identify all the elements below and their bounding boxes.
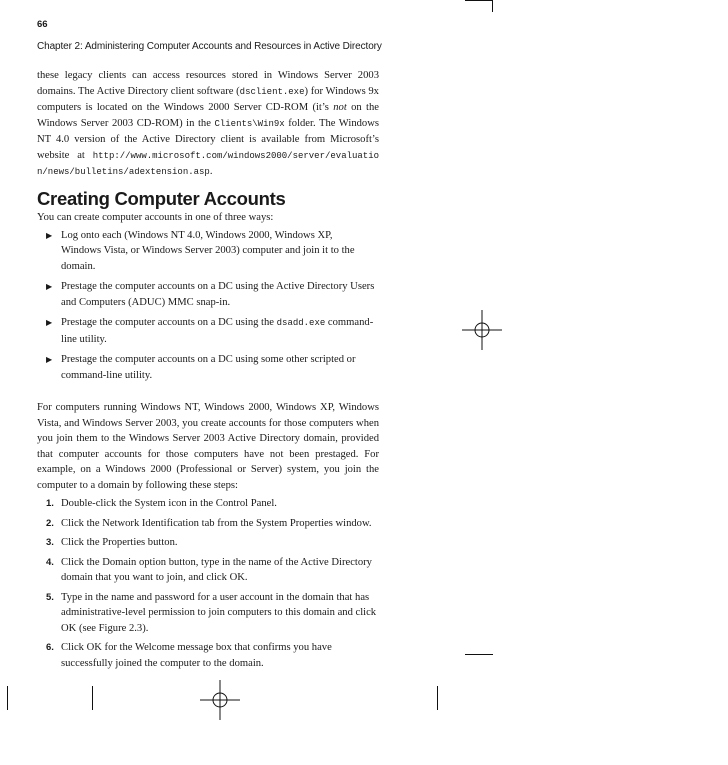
inline-code-dsclient: dsclient.exe — [239, 86, 305, 97]
list-item: 1. Double-click the System icon in the Control Panel. — [37, 496, 379, 512]
section-heading: Creating Computer Accounts — [37, 187, 286, 209]
crop-mark-center-right — [437, 686, 438, 710]
join-paragraph: For computers running Windows NT, Windows 2000, Windows XP, Windows Vista, and Windows Server 2003, you create accounts for those computers when you join them to the Windows Server 2003 Active Directory domain, provided that computer accounts for those computers have not been prestaged. For example, on a Windows 2000 (Professional or Server) system, you join the computer to a domain by following these steps: — [37, 402, 379, 491]
page-body — [37, 68, 379, 675]
step-number: 4. — [46, 556, 54, 568]
emphasis-not: not — [333, 102, 347, 113]
step-number: 1. — [46, 498, 54, 509]
list-item: ▶ Prestage the computer accounts on a DC using some other scripted or command-line utility. — [46, 354, 356, 381]
crop-mark-right-top — [492, 0, 493, 12]
triangle-bullet-icon: ▶ — [46, 230, 53, 240]
list-item: ▶ Log onto each (Windows NT 4.0, Windows 2000, Windows XP, Windows Vista, or Windows Server 2003) computer and join it to the domain. — [46, 229, 355, 272]
triangle-bullet-icon: ▶ — [46, 355, 53, 364]
running-head: Chapter 2: Administering Computer Accounts and Resources in Active Directory — [37, 41, 382, 52]
registration-mark-right — [462, 310, 502, 350]
list-item: 5. Type in the name and password for a user account in the domain that has administrative-level permission to join computers to this domain and click OK (see Figure 2.3). — [46, 591, 377, 634]
list-item: 2. Click the Network Identification tab from the System Properties window. — [37, 516, 379, 532]
crop-mark-top — [465, 0, 493, 1]
list-item: ▶ Prestage the computer accounts on a DC using the Active Directory Users and Computers (ADUC) MMC snap-in. — [46, 281, 375, 308]
list-item: 6. Click OK for the Welcome message box that confirms you have successfully joined the computer to the domain. — [46, 642, 332, 669]
crop-mark-center-left — [92, 686, 93, 710]
page-number: 66 — [37, 19, 48, 30]
intro-paragraph: these legacy clients can access resources stored in Windows Server 2003 domains. The Active Directory client software (dsclient.exe) for Windows 9x computers is located on the Windows 2000 Server CD-ROM (it’s not on the Windows Server 2003 CD-ROM) in the Clients\Win9x folder. The Windows NT 4.0 version of the Active Directory client is available from Microsoft’s website at http://www.microsoft.com/windows2000/server/evaluation/news/bulletins/adextension.asp. — [37, 70, 379, 177]
list-item: 3. Click the Properties button. — [37, 535, 379, 551]
section-lead: You can create computer accounts in one of three ways: — [37, 212, 274, 223]
step-number: 6. — [46, 642, 54, 653]
step-number: 2. — [46, 517, 54, 529]
registration-mark-bottom — [200, 680, 240, 720]
inline-code-folder: Clients\Win9x — [214, 118, 285, 129]
list-item: ▶ Prestage the computer accounts on a DC using the dsadd.exe command-line utility. — [46, 317, 374, 345]
step-number: 3. — [46, 537, 54, 548]
bullet-list — [37, 228, 379, 384]
triangle-bullet-icon: ▶ — [46, 318, 53, 327]
crop-mark-left — [7, 686, 8, 710]
triangle-bullet-icon: ▶ — [46, 282, 53, 291]
inline-code-dsadd: dsadd.exe — [276, 318, 326, 328]
crop-mark-right-bottom — [465, 654, 493, 655]
step-list — [37, 496, 379, 671]
url-text: http://www.microsoft.com/windows2000/server/evaluation/news/bulletins/adextension.asp — [37, 150, 379, 177]
step-number: 5. — [46, 591, 54, 603]
list-item: 4. Click the Domain option button, type in the name of the Active Directory domain that you want to join, and click OK. — [46, 556, 372, 583]
